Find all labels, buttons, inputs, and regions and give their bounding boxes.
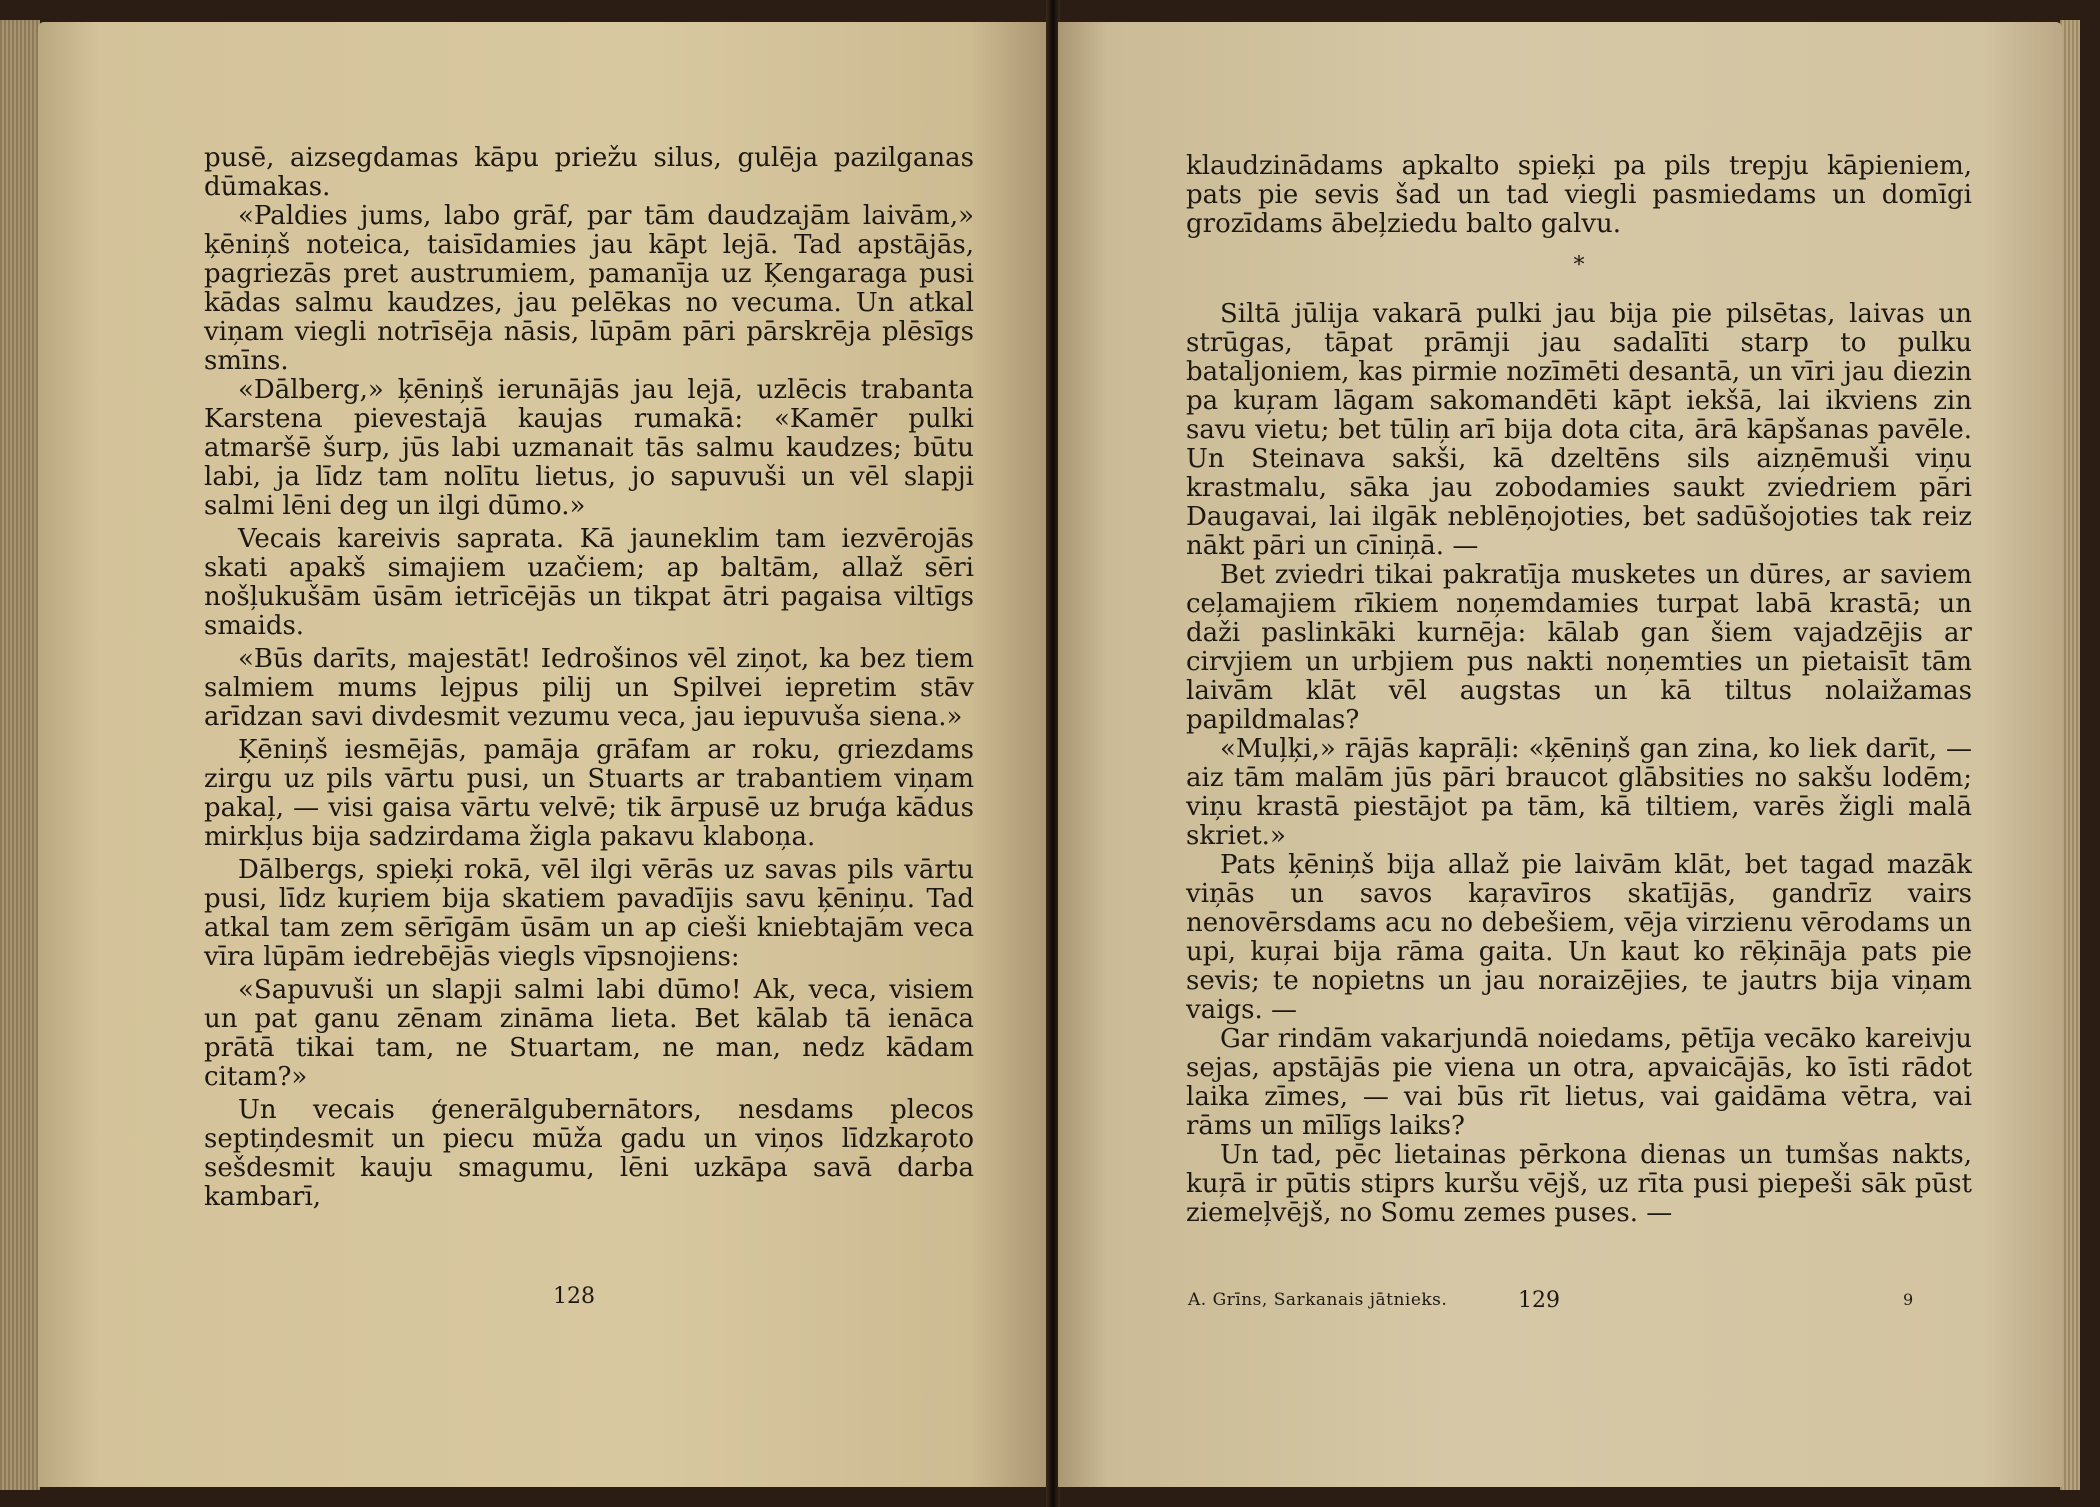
left-page-edges [0, 20, 40, 1490]
paragraph: klaudzinādams apkalto spieķi pa pils trepju kāpieniem, pats pie sevis šad un tad viegli pasmiedams un domīgi grozīdams ābeļziedu balto galvu. [1186, 151, 1972, 239]
paragraph: Ķēniņš iesmējās, pamāja grāfam ar roku, griezdams zirgu uz pils vārtu pusi, un Stuarts ar trabantiem viņam pakaļ, — visi gaisa vārtu velvē; tik ārpusē uz bruģa kādus mirkļus bija sadzirdama žigla pakavu klaboņa. [204, 735, 974, 852]
right-page [1058, 22, 2062, 1487]
paragraph: Dālbergs, spieķi rokā, vēl ilgi vērās uz savas pils vārtu pusi, līdz kuŗiem bija skatiem pavadījis savu ķēniņu. Tad atkal tam zem sērīgām ūsām un ap cieši kniebtajām veca vīra lūpām iedrebējās viegls vīpsnojiens: [204, 855, 974, 972]
right-page-body [1186, 152, 1972, 1228]
page-number: 128 [553, 1284, 595, 1309]
paragraph: Bet zviedri tikai pakratīja musketes un dūres, ar saviem ceļamajiem rīkiem noņemdamies turpat labā krastā; un daži paslinkāki kurnēja: kālab gan šiem vajadzējis ar cirvjiem un urbjiem pus nakti noņemties un pietaisīt tām laivām klāt vēl augstas un kā tiltus nolaižamas papildmalas? [1186, 560, 1972, 735]
printer-signature: A. Grīns, Sarkanais jātnieks. [1188, 1290, 1448, 1310]
page-number: 129 [1518, 1288, 1560, 1313]
paragraph: «Dālberg,» ķēniņš ierunājās jau lejā, uzlēcis trabanta Karstena pievestajā kaujas rumakā: «Kamēr pulki atmaršē šurp, jūs labi uzmanait tās salmu kaudzes; būtu labi, ja līdz tam nolītu lietus, jo sapuvuši un vēl slapji salmi lēni deg un ilgi dūmo.» [204, 375, 974, 521]
right-page-edges [2060, 20, 2080, 1490]
section-separator: * [1573, 253, 1585, 278]
paragraph: Vecais kareivis saprata. Kā jauneklim tam iezvērojās skati apakš simajiem uzačiem; ap baltām, allaž sēri nošļukušām ūsām ietrīcējās un tikpat ātri pagaisa viltīgs smaids. [204, 524, 974, 641]
paragraph: Gar rindām vakarjundā noiedams, pētīja vecāko kareivju sejas, apstājās pie viena un otra, apvaicājās, ko īsti rādot laika zīmes, — vai būs rīt lietus, vai gaidāma vētra, vai rāms un mīlīgs laiks? [1186, 1024, 1972, 1141]
left-page [38, 22, 1050, 1487]
paragraph: «Paldies jums, labo grāf, par tām daudzajām laivām,» ķēniņš noteica, taisīdamies jau kāpt lejā. Tad apstājās, pagriezās pret austrumiem, pamanīja uz Ķengaraga pusi kādas salmu kaudzes, jau pelēkas no vecuma. Un atkal viņam viegli notrīsēja nāsis, lūpām pāri pārskrēja plēsīgs smīns. [204, 201, 974, 376]
paragraph: Siltā jūlija vakarā pulki jau bija pie pilsētas, laivas un strūgas, tāpat prāmji jau sadalīti starp to pulku bataljoniem, kas pirmie nozīmēti desantā, un vīri jau diezin pa kuŗam lāgam sakomandēti kāpt iekšā, lai ikviens zin savu vietu; bet tūliņ arī bija dota cita, ārā kāpšanas pavēle. Un Steinava sakši, kā dzeltēns sils aizņēmuši viņu krastmalu, sāka jau zobodamies saukt zviedriem pāri Daugavai, lai ilgāk neblēņojoties, bet sadūšojoties tak reiz nākt pāri un cīniņā. — [1186, 299, 1972, 561]
paragraph: Pats ķēniņš bija allaž pie laivām klāt, bet tagad mazāk viņās un savos kaŗavīros skatījās, gandrīz vairs nenovērsdams acu no debešiem, vēja virzienu vērodams un upi, kuŗai bija rāma gaita. Un kaut ko rēķināja pats pie sevis; te nopietns un jau noraizējies, te jautrs bija viņam vaigs. — [1186, 850, 1972, 1025]
paragraph: «Muļķi,» rājās kaprāļi: «ķēniņš gan zina, ko liek darīt, — aiz tām malām jūs pāri braucot glābsities no sakšu lodēm; viņu krastā piestājot pa tām, kā tiltiem, varēs žigli malā skriet.» [1186, 734, 1972, 851]
paragraph: Un vecais ģenerālgubernātors, nesdams plecos septiņdesmit un piecu mūža gadu un viņos līdzkaŗoto sešdesmit kauju smagumu, lēni uzkāpa savā darba kambarī, [204, 1095, 974, 1212]
paragraph: pusē, aizsegdamas kāpu priežu silus, gulēja pazilganas dūmakas. [204, 143, 974, 202]
sheet-number: 9 [1903, 1290, 1914, 1309]
paragraph: Un tad, pēc lietainas pērkona dienas un tumšas nakts, kuŗā ir pūtis stiprs kuršu vējš, uz rīta pusi piepeši sāk pūst ziemeļvējš, no Somu zemes puses. — [1186, 1140, 1972, 1228]
paragraph: «Sapuvuši un slapji salmi labi dūmo! Ak, veca, visiem un pat ganu zēnam zināma lieta. Bet kālab tā ienāca prātā tikai tam, ne Stuartam, ne man, nedz kādam citam?» [204, 975, 974, 1092]
left-page-body [204, 144, 974, 1212]
paragraph: «Būs darīts, majestāt! Iedrošinos vēl ziņot, ka bez tiem salmiem mums lejpus pilij un Spilvei iepretim stāv arīdzan savi divdesmit vezumu veca, jau iepuvuša siena.» [204, 644, 974, 732]
